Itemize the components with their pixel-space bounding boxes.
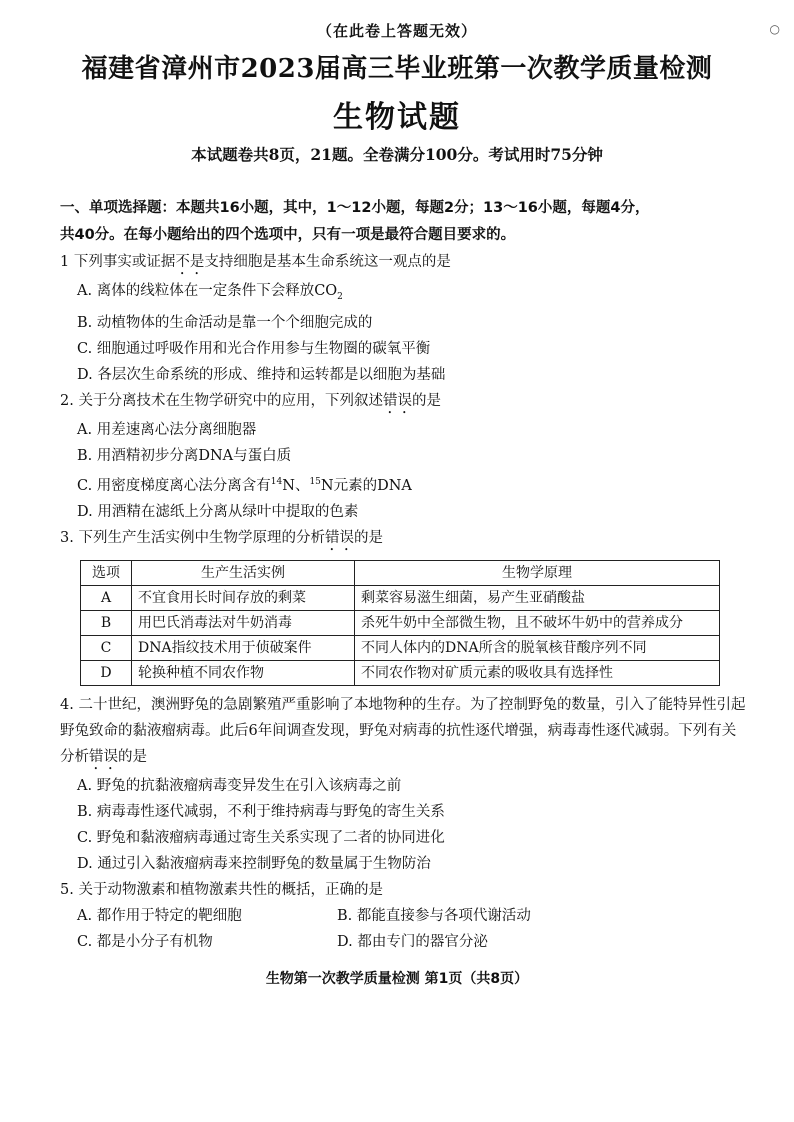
q1-option-a-text: A. 离体的线粒体在一定条件下会释放CO — [77, 283, 338, 299]
q3-cell: A — [81, 585, 132, 610]
q3-header-option: 选项 — [81, 560, 132, 585]
section-heading-line1: 一、单项选择题：本题共16小题，其中，1～12小题，每题2分；13～16小题，每题4分， — [60, 200, 650, 216]
q1-option-c: C. 细胞通过呼吸作用和光合作用参与生物圈的碳氧平衡 — [77, 340, 431, 357]
q2-c-sup2: 15 — [309, 476, 321, 487]
q2-stem-emph: 错误 — [382, 392, 412, 409]
q3-cell: D — [81, 660, 132, 685]
table-row — [81, 610, 720, 635]
q2-c-pre: C. 用密度梯度离心法分离含有 — [77, 477, 271, 494]
q2-option-d: D. 用酒精在滤纸上分离从绿叶中提取的色素 — [77, 503, 359, 520]
exam-content — [60, 195, 750, 955]
q4-stem-post: 的是 — [118, 748, 147, 765]
page-footer: 生物第一次教学质量检测 第1页（共8页） — [265, 971, 529, 987]
q3-header-principle: 生物学原理 — [355, 560, 720, 585]
q3-cell: 不同人体内的DNA所含的脱氧核苷酸序列不同 — [355, 635, 720, 660]
q3-header-example: 生产生活实例 — [132, 560, 355, 585]
q3-cell: 用巴氏消毒法对牛奶消毒 — [132, 610, 355, 635]
q2-option-c — [60, 469, 750, 499]
q3-cell: DNA指纹技术用于侦破案件 — [132, 635, 355, 660]
q5-option-a: A. 都作用于特定的靶细胞 — [77, 907, 242, 924]
q5-option-d: D. 都由专门的器官分泌 — [337, 933, 488, 950]
table-row — [81, 635, 720, 660]
q1-option-d: D. 各层次生命系统的形成、维持和运转都是以细胞为基础 — [77, 366, 446, 383]
q3-cell: 杀死牛奶中全部微生物，且不破坏牛奶中的营养成分 — [355, 610, 720, 635]
main-title: 福建省漳州市2023届高三毕业班第一次教学质量检测 — [81, 54, 713, 84]
q5-options-row1 — [60, 903, 750, 929]
q1-option-a — [60, 278, 750, 310]
q5-option-b: B. 都能直接参与各项代谢活动 — [337, 907, 531, 924]
q4-option-b: B. 病毒毒性逐代减弱，不利于维持病毒与野兔的寄生关系 — [77, 803, 445, 820]
exam-info: 本试题卷共8页，21题。全卷满分100分。考试用时75分钟 — [191, 145, 603, 164]
q1-option-a-sub: 2 — [337, 291, 343, 302]
q4-option-d: D. 通过引入黏液瘤病毒来控制野兔的数量属于生物防治 — [77, 855, 431, 872]
table-row — [81, 660, 720, 685]
q3-cell: 剩菜容易滋生细菌，易产生亚硝酸盐 — [355, 585, 720, 610]
q3-cell: C — [81, 635, 132, 660]
q4-stem-emph: 错误 — [89, 748, 118, 765]
table-row — [81, 585, 720, 610]
q2-c-post: N元素的DNA — [320, 477, 412, 494]
question-5-stem: 5. 关于动物激素和植物激素共性的概括，正确的是 — [60, 881, 383, 898]
q3-stem-post: 的是 — [353, 529, 383, 546]
q3-cell: B — [81, 610, 132, 635]
sub-title: 生物试题 — [333, 100, 461, 135]
question-4-stem — [60, 692, 750, 773]
q2-c-sup1: 14 — [270, 476, 283, 487]
q3-cell: 不同农作物对矿质元素的吸收具有选择性 — [355, 660, 720, 685]
q3-stem-pre: 3. 下列生产生活实例中生物学原理的分析 — [60, 529, 325, 546]
question-3-stem — [60, 525, 750, 554]
question-2-stem — [60, 388, 750, 417]
q3-cell: 轮换种植不同农作物 — [132, 660, 355, 685]
notice: （在此卷上答题无效） — [316, 22, 477, 40]
q2-stem-pre: 2. 关于分离技术在生物学研究中的应用，下列叙述 — [60, 392, 383, 409]
q2-option-a: A. 用差速离心法分离细胞器 — [77, 421, 257, 438]
q1-stem-pre: 1 下列事实或证据 — [60, 254, 176, 270]
q1-stem-post: 支持细胞是基本生命系统这一观点的是 — [204, 254, 451, 270]
q1-stem-emph: 不是 — [175, 254, 205, 270]
q4-option-a: A. 野兔的抗黏液瘤病毒变异发生在引入该病毒之前 — [77, 777, 402, 794]
section-heading — [60, 195, 750, 249]
q2-c-mid: N、 — [282, 477, 310, 494]
q3-stem-emph: 错误 — [324, 529, 354, 546]
q2-option-b: B. 用酒精初步分离DNA与蛋白质 — [77, 447, 292, 464]
q1-option-b: B. 动植物体的生命活动是靠一个个细胞完成的 — [77, 314, 373, 331]
q5-option-c: C. 都是小分子有机物 — [77, 933, 213, 950]
q4-option-c: C. 野兔和黏液瘤病毒通过寄生关系实现了二者的协同进化 — [77, 829, 445, 846]
question-1-stem — [60, 249, 750, 278]
section-heading-line2: 共40分。在每小题给出的四个选项中，只有一项是最符合题目要求的。 — [60, 227, 516, 243]
q3-table-header — [81, 560, 720, 585]
q3-table — [80, 560, 720, 686]
q4-stem-pre: 4. 二十世纪，澳洲野兔的急剧繁殖严重影响了本地物种的生存。为了控制野兔的数量，引入了能特异性引起野兔致命的黏液瘤病毒。此后6年间调查发现，野兔对病毒的抗性逐代增强，病毒毒性逐代减弱。下列有关分析 — [60, 696, 746, 765]
q3-cell: 不宜食用长时间存放的剩菜 — [132, 585, 355, 610]
q2-stem-post: 的是 — [411, 392, 441, 409]
corner-mark: ○ — [769, 22, 780, 36]
q5-options-row2 — [60, 929, 750, 955]
